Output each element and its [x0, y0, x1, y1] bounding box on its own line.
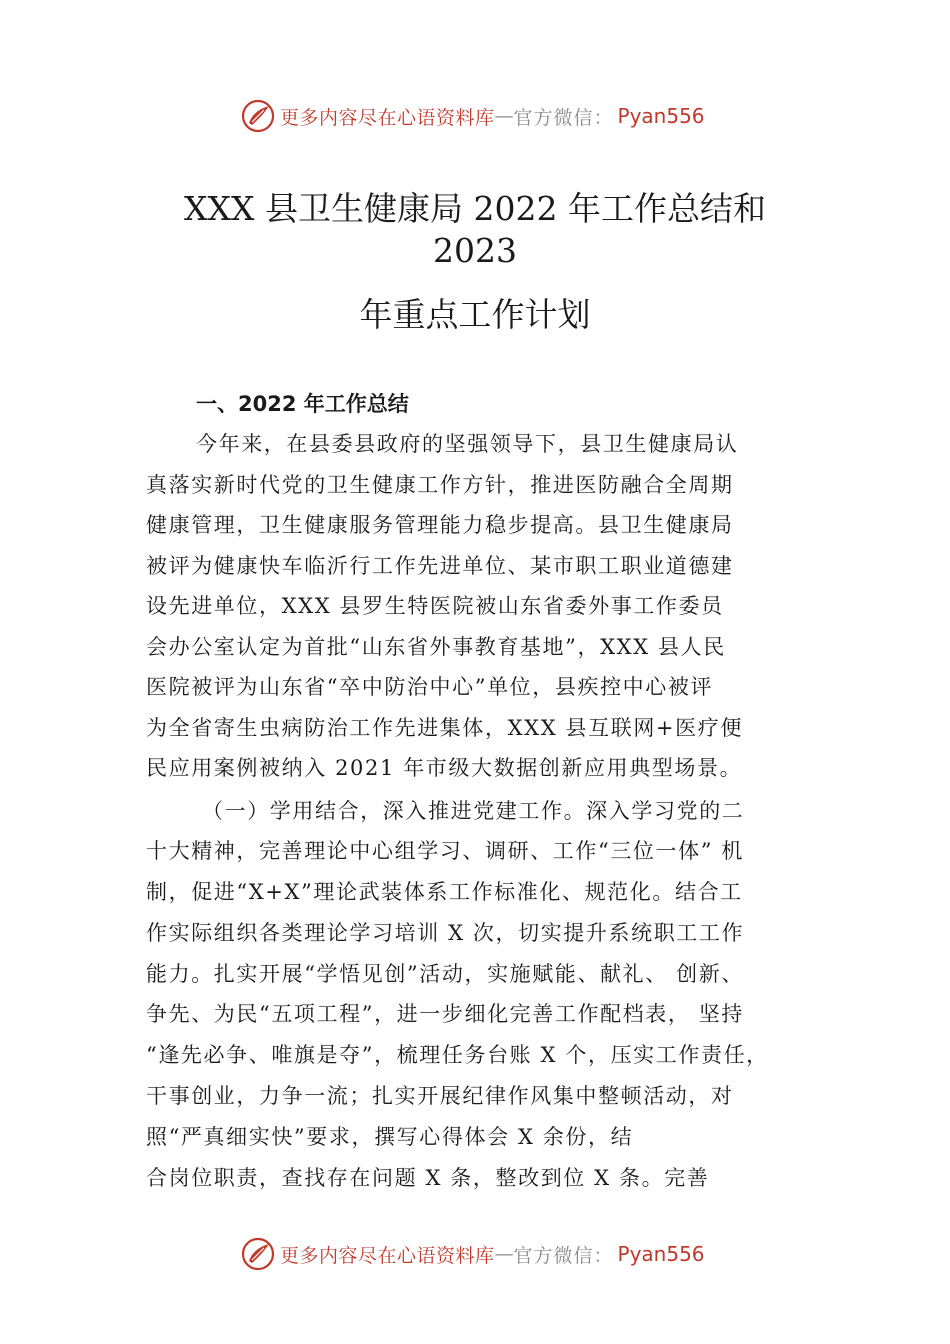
- section-heading: 一、2022 年工作总结: [196, 392, 409, 416]
- banner-separator: —: [494, 105, 514, 127]
- document-body: [146, 384, 836, 1198]
- paragraph-line: 今年来，在县委县政府的坚强领导下，县卫生健康局认: [196, 432, 739, 456]
- paragraph-line: [146, 791, 836, 832]
- paragraph-line: 设先进单位，XXX 县罗生特医院被山东省委外事工作委员: [146, 594, 724, 618]
- paragraph-line: “逢先必争、唯旗是夺”，梳理任务台账 X 个，压实工作责任，: [146, 1043, 769, 1068]
- paragraph-line: 民应用案例被纳入 2021 年市级大数据创新应用典型场景。: [146, 756, 743, 780]
- paragraph-line: 被评为健康快车临沂行工作先进单位、某市职工职业道德建: [146, 553, 734, 578]
- document-title: [120, 188, 830, 336]
- paragraph-line: 真落实新时代党的卫生健康工作方针，推进医防融合全周期: [146, 472, 734, 497]
- logo-icon: [240, 98, 276, 134]
- subsection-heading: （一）学用结合，深入推进党建工作。: [202, 798, 587, 823]
- paragraph-line: 照“严真细实快”要求，撰写心得体会 X 余份，结: [146, 1124, 634, 1149]
- summary-paragraph: [146, 424, 836, 789]
- banner-brand-text: 更多内容尽在心语资料库: [280, 1244, 495, 1267]
- paragraph-line: 能力。扎实开展“学悟见创”活动，实施赋能、献礼、 创新、: [146, 961, 744, 986]
- title-line-2: 2023: [433, 231, 517, 270]
- party-building-paragraph: [146, 791, 836, 1199]
- banner-wechat-label: 官方微信：: [513, 106, 614, 129]
- banner-wechat-label: 官方微信：: [513, 1244, 614, 1267]
- paragraph-line: 健康管理，卫生健康服务管理能力稳步提高。县卫生健康局: [146, 513, 734, 537]
- banner-brand-text: 更多内容尽在心语资料库: [280, 106, 495, 129]
- title-line-3: 年重点工作计划: [359, 295, 591, 334]
- paragraph-line: 制，促进“X+X”理论武装体系工作标准化、规范化。结合工: [146, 880, 743, 905]
- banner-wechat-id: Pyan556: [617, 104, 705, 128]
- logo-icon: [240, 1236, 276, 1272]
- paragraph-line: 争先、为民“五项工程”，进一步细化完善工作配档表， 坚持: [146, 1002, 744, 1027]
- subsection-first-line-text: 深入学习党的二: [586, 798, 745, 823]
- banner-wechat-id: Pyan556: [617, 1242, 705, 1266]
- paragraph-line: 作实际组织各类理论学习培训 X 次，切实提升系统职工工作: [146, 920, 745, 945]
- paragraph-line: 十大精神，完善理论中心组学习、调研、工作“三位一体” 机: [146, 839, 744, 864]
- paragraph-line: 为全省寄生虫病防治工作先进集体，XXX 县互联网+医疗便: [146, 715, 743, 740]
- paragraph-line: 合岗位职责，查找存在问题 X 条，整改到位 X 条。完善: [146, 1165, 710, 1190]
- header-banner: [240, 96, 705, 136]
- banner-separator: —: [494, 1243, 514, 1265]
- paragraph-line: 干事创业，力争一流；扎实开展纪律作风集中整顿活动，对: [146, 1084, 734, 1109]
- footer-banner: [240, 1234, 705, 1274]
- paragraph-line: 会办公室认定为首批“山东省外事教育基地”，XXX 县人民: [146, 634, 726, 659]
- title-line-1: XXX 县卫生健康局 2022 年工作总结和: [184, 189, 766, 228]
- paragraph-line: 医院被评为山东省“卒中防治中心”单位，县疾控中心被评: [146, 675, 714, 699]
